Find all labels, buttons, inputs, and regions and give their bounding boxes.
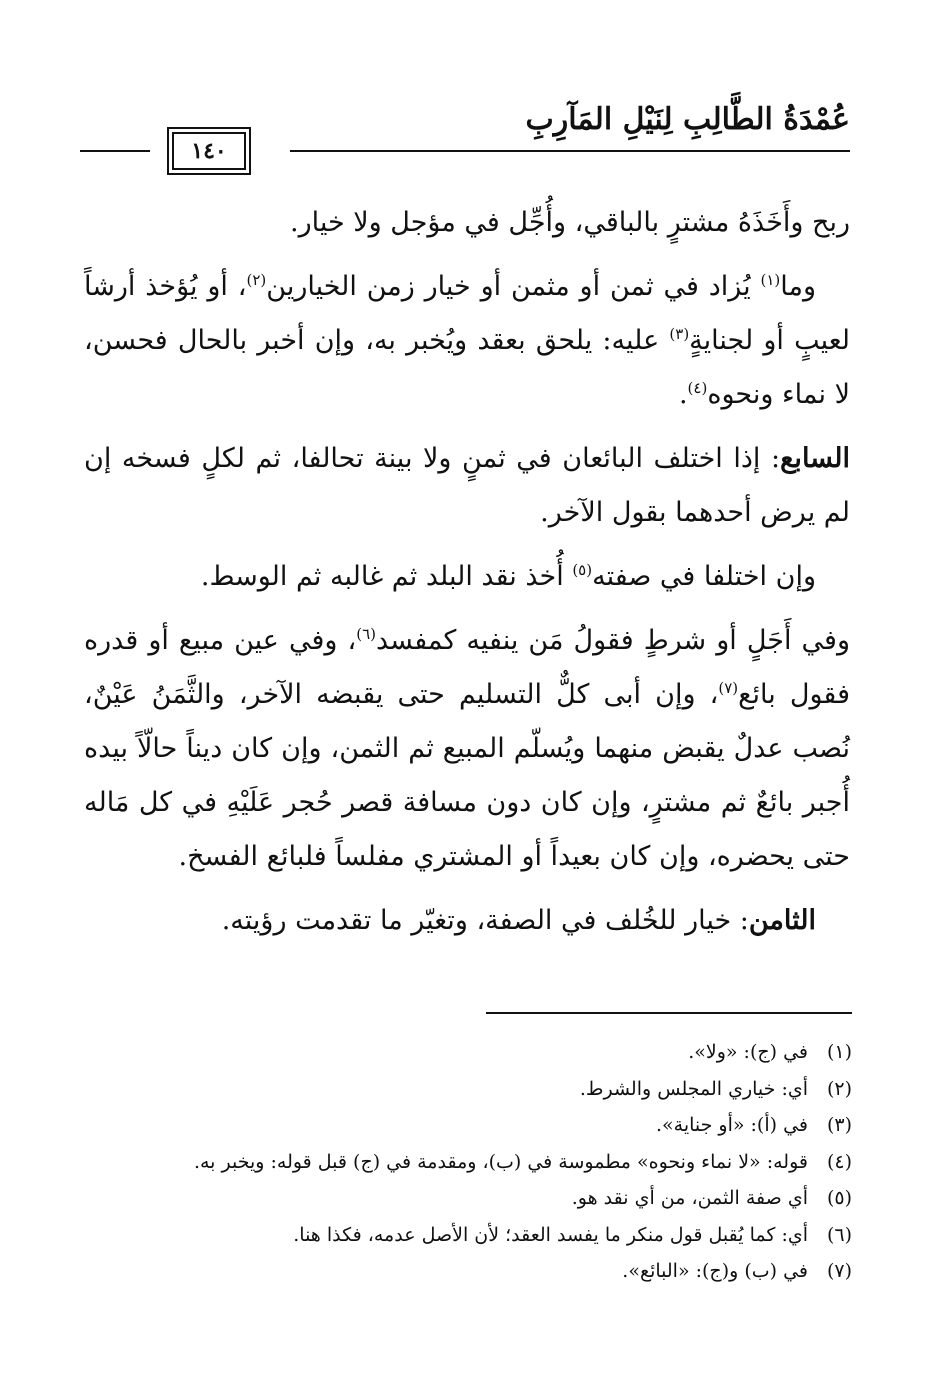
footnotes bbox=[120, 1034, 852, 1290]
footnote-7: (٧)في (ب) و(ج): «البائع». bbox=[622, 1260, 852, 1282]
footnote-separator bbox=[486, 1012, 852, 1014]
paragraph-6: الثامن: خيار للخُلف في الصفة، وتغيّر ما تقدمت رؤيته. bbox=[221, 905, 816, 936]
section-keyword-seventh: السابع bbox=[780, 443, 850, 474]
footnote-5: (٥)أي صفة الثمن، من أي نقد هو. bbox=[571, 1187, 852, 1209]
main-text bbox=[84, 196, 850, 958]
footnote-ref-4[interactable]: (٤) bbox=[687, 379, 708, 397]
paragraph-4: وإن اختلفا في صفته$^{(٥)}$ أُخذ نقد البلد ثم غالبه ثم الوسط. bbox=[200, 561, 816, 592]
footnote-1: (١)في (ج): «ولا». bbox=[688, 1041, 852, 1063]
paragraph-1: ربح وأَخَذَهُ مشترٍ بالباقي، وأُجِّل في مؤجل ولا خيار. bbox=[289, 207, 850, 238]
footnote-2: (٢)أي: خياري المجلس والشرط. bbox=[579, 1077, 852, 1100]
header-rule-left bbox=[80, 150, 150, 152]
footnote-3: (٣)في (أ): «أو جناية». bbox=[655, 1114, 852, 1136]
footnote-6: (٦)أي: كما يُقبل قول منكر ما يفسد العقد؛ لأن الأصل عدمه، فكذا هنا. bbox=[293, 1223, 852, 1246]
header-rule-right bbox=[290, 150, 850, 152]
page-header bbox=[80, 100, 850, 170]
book-title: عُمْدَةُ الطَّالِبِ لِنَيْلِ المَآرِبِ bbox=[525, 102, 850, 137]
paragraph-5: وفي أَجَلٍ أو شرطٍ فقولُ مَن ينفيه كمفسد$^{(٦)}$، وفي عين مبيع أو قدره فقول بائع$^{(٧)}$، وإن أبى كلٌّ التسليم حتى يقبضه الآخر، والثَّمَنُ عَيْنٌ، نُصب عدلٌ يقبض منهما ويُسلّم المبيع ثم الثمن، وإن كان ديناً حالّاً بيده أُجبر بائعٌ ثم مشترٍ، وإن كان دون مسافة قصر حُجر عَلَيْهِ في كل مَاله حتى يحضره، وإن كان بعيداً أو المشتري مفلساً فلبائع الفسخ. bbox=[84, 625, 850, 872]
footnote-ref-6[interactable]: (٦) bbox=[356, 625, 376, 643]
footnote-4: (٤)قوله: «لا نماء ونحوه» مطموسة في (ب)، ومقدمة في (ج) قبل قوله: ويخبر به. bbox=[193, 1150, 852, 1173]
paragraph-3: السابع: إذا اختلف البائعان في ثمنٍ ولا بينة تحالفا، ثم لكلٍ فسخه إن لم يرض أحدهما بقول الآخر. bbox=[84, 443, 850, 528]
footnote-ref-2[interactable]: (٢) bbox=[246, 271, 267, 289]
footnote-ref-5[interactable]: (٥) bbox=[572, 561, 593, 579]
paragraph-2: وما$^{(١)}$ يُزاد في ثمن أو مثمن أو خيار زمن الخيارين$^{(٢)}$، أو يُؤخذ أرشاً لعيبٍ أو لجنايةٍ$^{(٣)}$ عليه: يلحق بعقد ويُخبر به، وإن أخبر بالحال فحسن، لا نماء ونحوه$^{(٤)}$. bbox=[84, 271, 850, 410]
page-number: ١٤٠ bbox=[172, 132, 246, 170]
section-keyword-eighth: الثامن bbox=[748, 905, 816, 936]
footnote-ref-1[interactable]: (١) bbox=[760, 271, 781, 289]
footnote-ref-7[interactable]: (٧) bbox=[718, 679, 739, 697]
footnote-ref-3[interactable]: (٣) bbox=[669, 325, 690, 343]
